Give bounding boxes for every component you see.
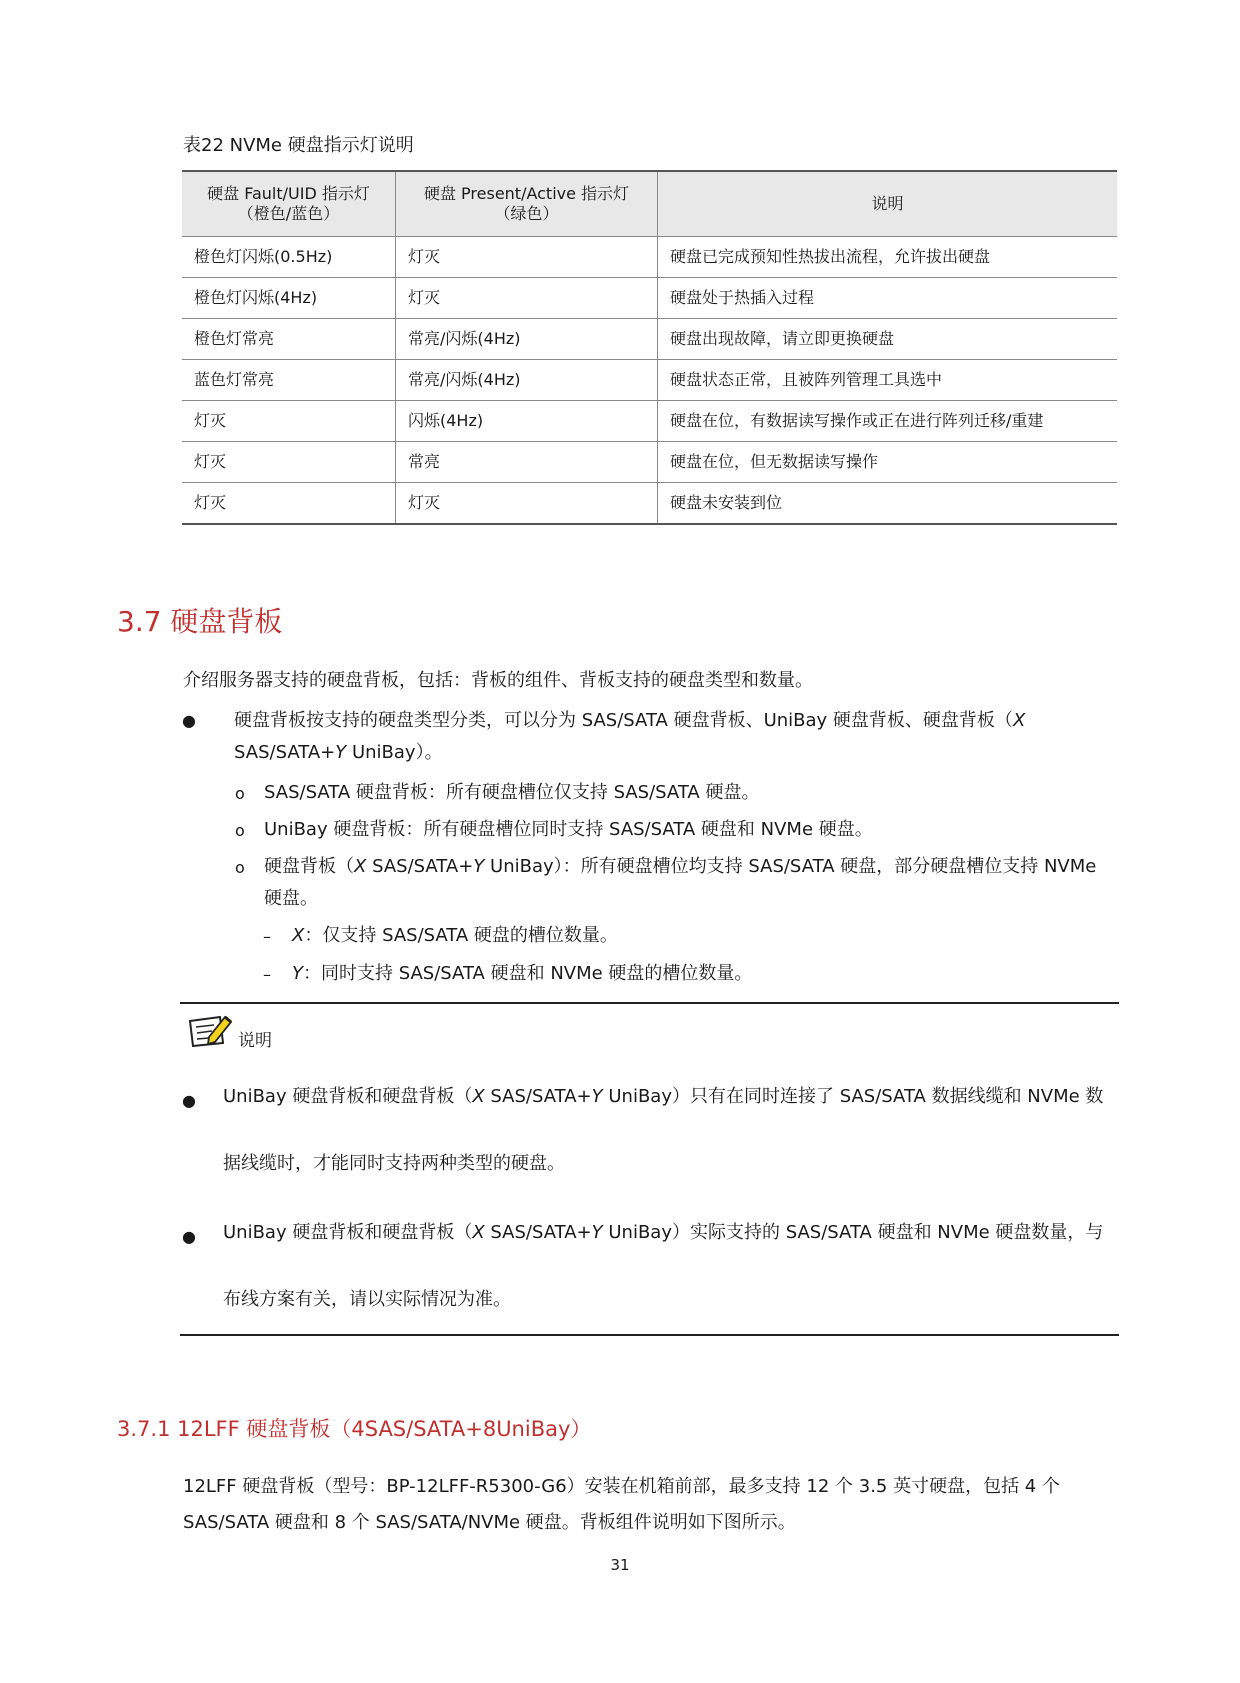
bullet-icon: ● xyxy=(182,1227,196,1246)
var-x: X xyxy=(292,925,305,946)
note-top-rule xyxy=(180,1002,1119,1004)
note-label: 说明 xyxy=(238,1031,272,1051)
sub-item-unibay: UniBay 硬盘背板：所有硬盘槽位同时支持 SAS/SATA 硬盘和 NVMe 硬盘。 xyxy=(264,819,873,840)
text-run: SAS/SATA+ xyxy=(484,1086,592,1107)
var-y: Y xyxy=(591,1222,603,1243)
note-item-cabling xyxy=(223,1063,1118,1197)
var-x: X xyxy=(472,1222,485,1243)
table-row xyxy=(182,360,1117,401)
table-cell: 常亮/闪烁(4Hz) xyxy=(396,360,658,401)
var-x: X xyxy=(354,856,367,877)
table-cell: 橙色灯闪烁(4Hz) xyxy=(182,278,396,319)
table-cell: 灯灭 xyxy=(182,442,396,483)
note-item-quantity xyxy=(223,1199,1118,1333)
table-cell: 常亮/闪烁(4Hz) xyxy=(396,319,658,360)
bullet-backplane-types xyxy=(234,705,1119,769)
text-run: UniBay）：所有硬盘槽位均支持 SAS/SATA 硬盘，部分硬盘槽位支持 NVMe 硬盘。 xyxy=(264,856,1097,909)
text-run: SAS/SATA+ xyxy=(484,1222,592,1243)
note-bottom-rule xyxy=(180,1334,1119,1336)
text-run: UniBay）只有在同时连接了 SAS/SATA 数据线缆和 NVMe 数据线缆时，才能同时支持两种类型的硬盘。 xyxy=(223,1086,1104,1174)
text-run: SAS/SATA+ xyxy=(366,856,474,877)
var-x: X xyxy=(1012,710,1026,731)
table-cell: 灯灭 xyxy=(182,401,396,442)
text-run: UniBay 硬盘背板和硬盘背板（ xyxy=(223,1086,473,1107)
text-run: ：同时支持 SAS/SATA 硬盘和 NVMe 硬盘的槽位数量。 xyxy=(303,963,753,984)
table-cell: 硬盘处于热插入过程 xyxy=(658,278,1118,319)
table-cell: 灯灭 xyxy=(396,237,658,278)
table-cell: 硬盘已完成预知性热拔出流程，允许拔出硬盘 xyxy=(658,237,1118,278)
header-line: 硬盘 Fault/UID 指示灯 xyxy=(207,184,370,203)
text-run: UniBay）。 xyxy=(346,742,443,763)
var-y: Y xyxy=(591,1086,603,1107)
table-cell: 硬盘状态正常，且被阵列管理工具选中 xyxy=(658,360,1118,401)
table-cell: 灯灭 xyxy=(396,483,658,525)
table-cell: 灯灭 xyxy=(182,483,396,525)
led-table xyxy=(182,170,1117,525)
text-run: 硬盘背板（ xyxy=(264,856,354,877)
table-cell: 硬盘出现故障，请立即更换硬盘 xyxy=(658,319,1118,360)
text-run: UniBay 硬盘背板和硬盘背板（ xyxy=(223,1222,473,1243)
header-line: 硬盘 Present/Active 指示灯 xyxy=(423,184,630,203)
section-heading: 3.7 硬盘背板 xyxy=(117,605,283,638)
bullet-icon: ● xyxy=(182,1091,196,1110)
dash-bullet-icon: – xyxy=(263,927,271,946)
table-row xyxy=(182,442,1117,483)
text-run: ：仅支持 SAS/SATA 硬盘的槽位数量。 xyxy=(304,925,618,946)
table-cell: 蓝色灯常亮 xyxy=(182,360,396,401)
table-cell: 闪烁(4Hz) xyxy=(396,401,658,442)
header-line: （绿色） xyxy=(494,204,559,223)
table-cell: 橙色灯常亮 xyxy=(182,319,396,360)
note-pencil-icon xyxy=(187,1013,233,1047)
table-cell: 硬盘未安装到位 xyxy=(658,483,1118,525)
table-cell: 橙色灯闪烁(0.5Hz) xyxy=(182,237,396,278)
header-fault-uid xyxy=(182,171,396,237)
var-y: Y xyxy=(292,963,303,984)
subsection-text: 12LFF 硬盘背板（型号：BP-12LFF-R5300-G6）安装在机箱前部，最多支持 12 个 3.5 英寸硬盘，包括 4 个 SAS/SATA 硬盘和 8 个 SAS/SATA/NVMe 硬盘。背板组件说明如下图所示。 xyxy=(183,1476,1060,1533)
circle-bullet-icon: o xyxy=(235,858,245,877)
table-cell: 常亮 xyxy=(396,442,658,483)
header-line: 说明 xyxy=(871,194,904,213)
table-row xyxy=(182,237,1117,278)
circle-bullet-icon: o xyxy=(235,821,245,840)
header-description xyxy=(658,171,1118,237)
var-x: X xyxy=(472,1086,485,1107)
var-y: Y xyxy=(335,742,347,763)
table-cell: 灯灭 xyxy=(396,278,658,319)
bullet-icon: ● xyxy=(182,711,196,730)
table-row xyxy=(182,401,1117,442)
dash-item-y xyxy=(292,958,1117,990)
header-line: （橙色/蓝色） xyxy=(237,204,340,223)
section-intro: 介绍服务器支持的硬盘背板，包括：背板的组件、背板支持的硬盘类型和数量。 xyxy=(183,670,813,691)
dash-item-x xyxy=(292,920,1117,952)
table-row xyxy=(182,483,1117,525)
table-caption: 表22 NVMe 硬盘指示灯说明 xyxy=(183,135,414,156)
table-cell: 硬盘在位，有数据读写操作或正在进行阵列迁移/重建 xyxy=(658,401,1118,442)
table-header-row xyxy=(182,171,1117,237)
text-run: UniBay）实际支持的 SAS/SATA 硬盘和 NVMe 硬盘数量，与布线方案有关，请以实际情况为准。 xyxy=(223,1222,1104,1310)
dash-bullet-icon: – xyxy=(263,965,271,984)
sub-item-mixed xyxy=(264,851,1119,915)
table-cell: 硬盘在位，但无数据读写操作 xyxy=(658,442,1118,483)
var-y: Y xyxy=(473,856,485,877)
table-row xyxy=(182,278,1117,319)
circle-bullet-icon: o xyxy=(235,784,245,803)
header-present-active xyxy=(396,171,658,237)
subsection-heading: 3.7.1 12LFF 硬盘背板（4SAS/SATA+8UniBay） xyxy=(117,1417,592,1441)
sub-item-sas-sata: SAS/SATA 硬盘背板：所有硬盘槽位仅支持 SAS/SATA 硬盘。 xyxy=(264,782,760,803)
text-run: SAS/SATA+ xyxy=(234,742,336,763)
text-run: 硬盘背板按支持的硬盘类型分类，可以分为 SAS/SATA 硬盘背板、UniBay 硬盘背板、硬盘背板（ xyxy=(234,710,1013,731)
table-row xyxy=(182,319,1117,360)
page-number: 31 xyxy=(610,1556,630,1574)
